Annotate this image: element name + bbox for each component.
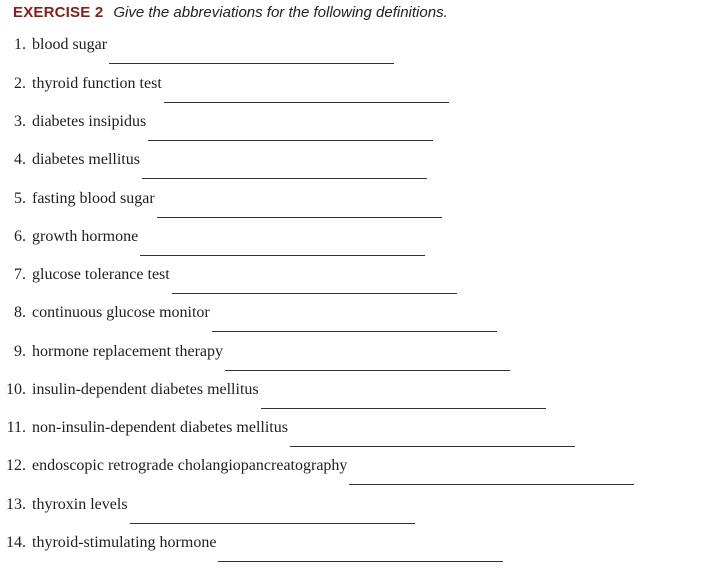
item-text [0, 113, 146, 131]
exercise-item [0, 304, 702, 342]
item-text [0, 534, 216, 552]
item-number: 10. [6, 381, 26, 398]
exercise-instruction: Give the abbreviations for the following definitions. [113, 4, 448, 21]
exercise-item [0, 151, 702, 189]
exercise-item [0, 343, 702, 381]
exercise-item [0, 534, 702, 572]
item-definition: blood sugar [32, 36, 108, 53]
item-definition: non-insulin-dependent diabetes mellitus [32, 419, 288, 436]
item-number: 6. [14, 228, 26, 245]
item-number: 14. [6, 534, 26, 551]
item-definition: glucose tolerance test [32, 266, 170, 283]
answer-line[interactable] [109, 63, 394, 64]
answer-line[interactable] [142, 178, 427, 179]
item-definition: diabetes mellitus [32, 151, 140, 168]
exercise-label: EXERCISE 2 [13, 4, 104, 21]
item-text [0, 304, 210, 322]
item-definition: endoscopic retrograde cholangiopancreatography [32, 457, 348, 474]
answer-line[interactable] [261, 408, 546, 409]
item-text [0, 496, 128, 514]
exercise-item [0, 228, 702, 266]
answer-line[interactable] [164, 102, 449, 103]
exercise-item [0, 266, 702, 304]
exercise-item [0, 36, 702, 74]
item-text [0, 419, 288, 437]
item-number: 7. [14, 266, 26, 283]
item-number: 11. [6, 419, 26, 436]
answer-line[interactable] [218, 561, 503, 562]
exercise-item [0, 190, 702, 228]
answer-line[interactable] [349, 484, 634, 485]
item-definition: thyroid function test [32, 75, 162, 92]
item-text [0, 75, 162, 93]
answer-line[interactable] [130, 523, 415, 524]
item-number: 4. [14, 151, 26, 168]
answer-line[interactable] [212, 331, 497, 332]
exercise-item [0, 457, 702, 495]
item-number: 12. [6, 457, 26, 474]
answer-line[interactable] [148, 140, 433, 141]
item-number: 1. [14, 36, 26, 53]
item-text [0, 151, 140, 169]
item-definition: growth hormone [32, 228, 139, 245]
answer-line[interactable] [140, 255, 425, 256]
answer-line[interactable] [290, 446, 575, 447]
answer-line[interactable] [172, 293, 457, 294]
answer-line[interactable] [225, 370, 510, 371]
item-text [0, 343, 223, 361]
item-definition: diabetes insipidus [32, 113, 147, 130]
exercise-item [0, 419, 702, 457]
item-text [0, 457, 347, 475]
item-text [0, 381, 259, 399]
exercise-item [0, 496, 702, 534]
item-number: 13. [6, 496, 26, 513]
item-definition: thyroxin levels [32, 496, 128, 513]
item-number: 8. [14, 304, 26, 321]
answer-line[interactable] [157, 217, 442, 218]
item-text [0, 36, 107, 54]
item-definition: continuous glucose monitor [32, 304, 210, 321]
item-definition: fasting blood sugar [32, 190, 155, 207]
exercise-header [13, 4, 448, 26]
item-definition: hormone replacement therapy [32, 343, 224, 360]
item-number: 3. [14, 113, 26, 130]
item-text [0, 228, 138, 246]
exercise-item [0, 75, 702, 113]
item-definition: insulin-dependent diabetes mellitus [32, 381, 259, 398]
item-text [0, 190, 155, 208]
item-number: 9. [14, 343, 26, 360]
item-number: 5. [14, 190, 26, 207]
exercise-item [0, 113, 702, 151]
exercise-item [0, 381, 702, 419]
item-number: 2. [14, 75, 26, 92]
item-text [0, 266, 170, 284]
item-definition: thyroid-stimulating hormone [32, 534, 217, 551]
